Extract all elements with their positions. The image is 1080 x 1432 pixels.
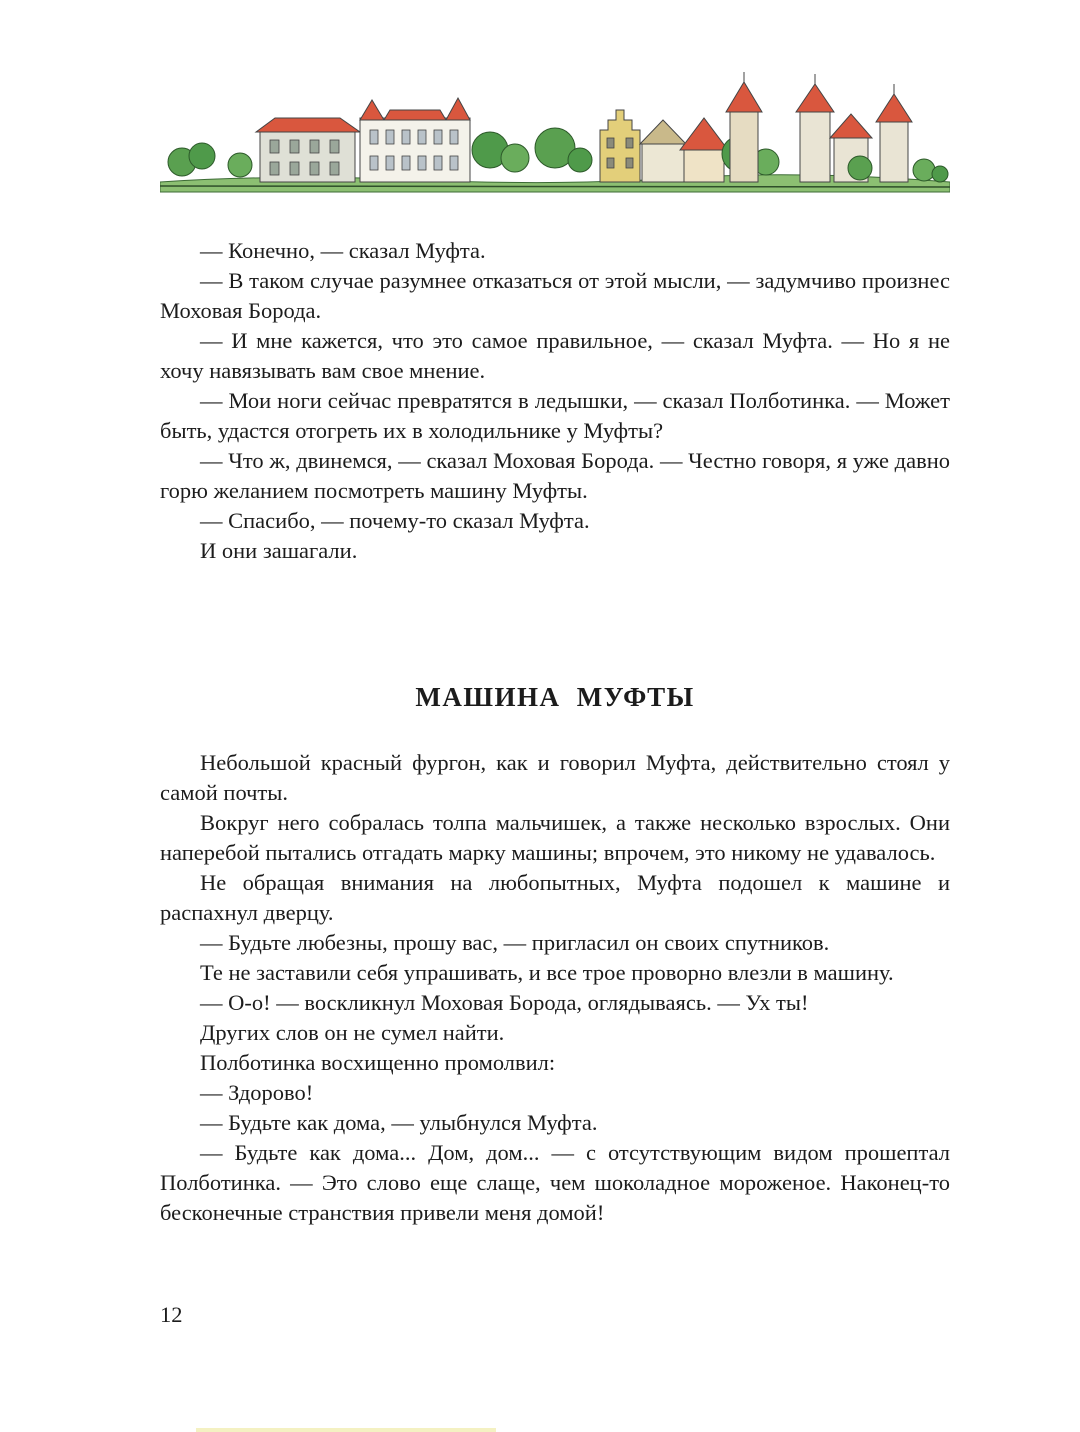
paragraph: — Мои ноги сейчас превратятся в ледышки, — сказал Полботинка. — Может быть, удастся отогреть их в холодильнике у Муфты? bbox=[160, 388, 950, 443]
text-block-bottom bbox=[160, 748, 950, 1228]
paragraph: — Здорово! bbox=[200, 1080, 314, 1105]
paragraph: Вокруг него собралась толпа мальчишек, а также несколько взрослых. Они наперебой пытались отгадать марку машины; впрочем, это никому не удавалось. bbox=[160, 810, 950, 865]
paragraph: — В таком случае разумнее отказаться от этой мысли, — задумчиво произнес Моховая Борода. bbox=[160, 268, 950, 323]
town-skyline-illustration bbox=[160, 70, 950, 198]
paragraph: — Конечно, — сказал Муфта. bbox=[200, 238, 486, 263]
scan-edge-strip bbox=[196, 1428, 496, 1432]
paragraph: Полботинка восхищенно промолвил: bbox=[200, 1050, 556, 1075]
paragraph: — Будьте как дома, — улыбнулся Муфта. bbox=[200, 1110, 598, 1135]
chapter-title: МАШИНА МУФТЫ bbox=[415, 682, 695, 712]
paragraph: Не обращая внимания на любопытных, Муфта подошел к машине и распахнул дверцу. bbox=[160, 870, 950, 925]
page-number: 12 bbox=[160, 1302, 183, 1327]
paragraph: Небольшой красный фургон, как и говорил Муфта, действительно стоял у самой почты. bbox=[160, 750, 950, 805]
paragraph: — Спасибо, — почему-то сказал Муфта. bbox=[200, 508, 590, 533]
paragraph: — О-о! — воскликнул Моховая Борода, оглядываясь. — Ух ты! bbox=[200, 990, 809, 1015]
paragraph: — Будьте любезны, прошу вас, — пригласил он своих спутников. bbox=[200, 930, 830, 955]
paragraph: Те не заставили себя упрашивать, и все трое проворно влезли в машину. bbox=[200, 960, 894, 985]
paragraph: И они зашагали. bbox=[200, 538, 358, 563]
paragraph: Других слов он не сумел найти. bbox=[200, 1020, 505, 1045]
paragraph: — Что ж, двинемся, — сказал Моховая Борода. — Честно говоря, я уже давно горю желанием посмотреть машину Муфты. bbox=[160, 448, 950, 503]
paragraph: — Будьте как дома... Дом, дом... — с отсутствующим видом прошептал Полботинка. — Это слово еще слаще, чем шоколадное мороженое. Наконец-то бесконечные странствия привели меня домой! bbox=[160, 1140, 950, 1225]
text-block-top bbox=[160, 236, 950, 566]
paragraph: — И мне кажется, что это самое правильное, — сказал Муфта. — Но я не хочу навязывать вам свое мнение. bbox=[160, 328, 950, 383]
